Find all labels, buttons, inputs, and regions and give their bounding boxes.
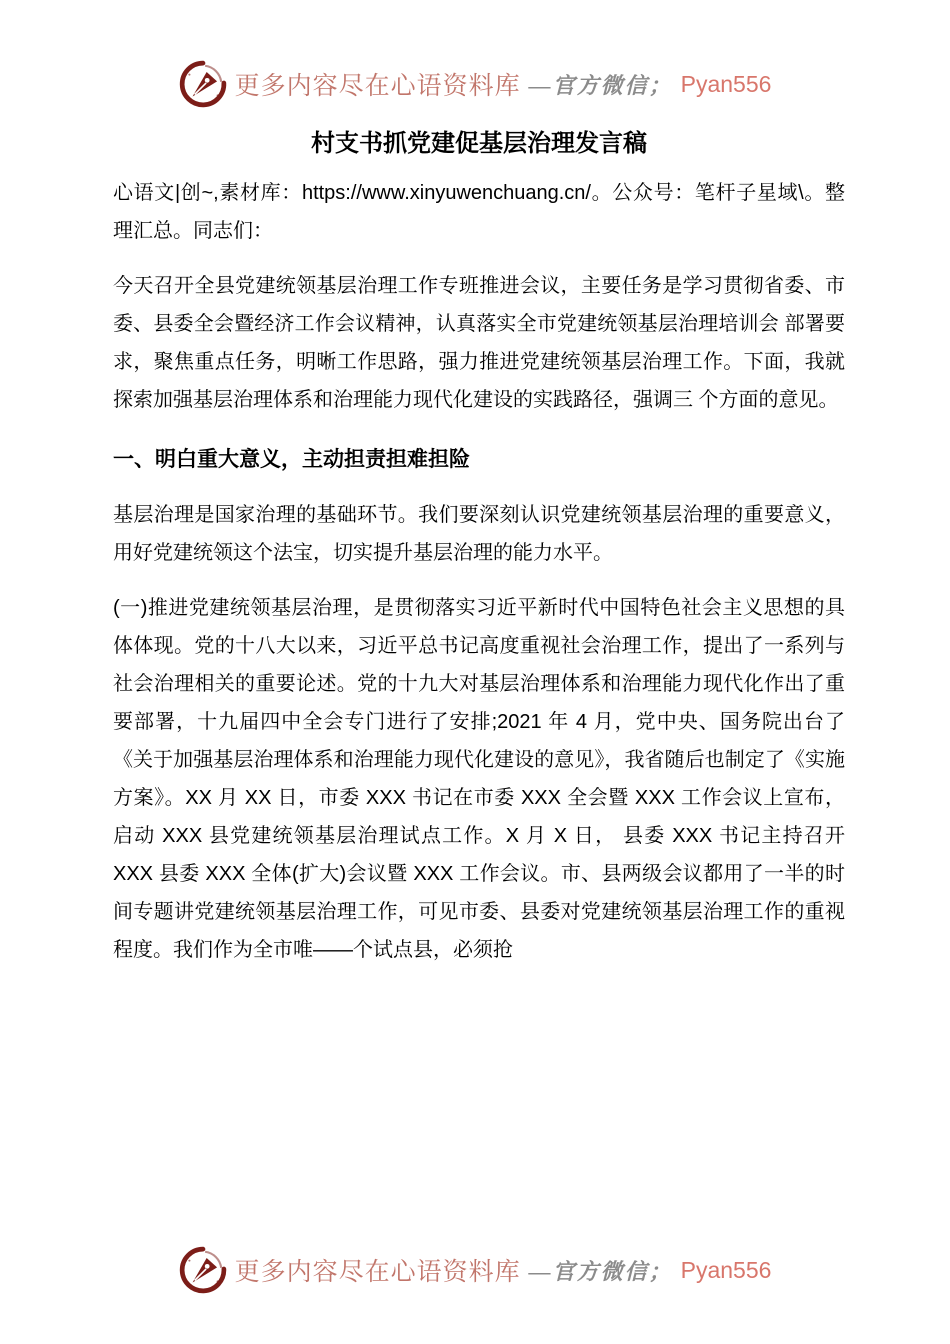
paragraph-section-intro: 基层治理是国家治理的基础环节。我们要深刻认识党建统领基层治理的重要意义，用好党建统领这个法宝，切实提升基层治理的能力水平。 (113, 503, 845, 564)
pen-nib-logo-icon (179, 60, 227, 108)
watermark-wechat-label: —官方微信； (528, 72, 673, 98)
document-body (0, 128, 950, 969)
header-watermark (0, 0, 950, 108)
watermark-brand-text: 更多内容尽在心语资料库 (234, 73, 521, 100)
watermark-wechat-id: Pyan556 (680, 1256, 772, 1283)
watermark-wechat-id: Pyan556 (680, 70, 772, 97)
footer-watermark (0, 1246, 950, 1294)
watermark-brand-text: 更多内容尽在心语资料库 (234, 1259, 521, 1286)
pen-nib-logo-icon (179, 1246, 227, 1294)
watermark-wechat-label: —官方微信； (528, 1258, 673, 1284)
document-title: 村支书抓党建促基层治理发言稿 (311, 130, 647, 157)
paragraph-opening: 今天召开全县党建统领基层治理工作专班推进会议，主要任务是学习贯彻省委、市委、县委全会暨经济工作会议精神，认真落实全市党建统领基层治理培训会 部署要求，聚焦重点任务，明晰工作思路，强力推进党建统领基层治理工作。下面，我就探索加强基层治理体系和治理能力现代化建设的实践路径，强调三 个方面的意见。 (113, 275, 845, 412)
section-one-heading: 一、明白重大意义，主动担责担难担险 (113, 448, 470, 472)
paragraph-source-note: 心语文|创~,素材库：https://www.xinyuwenchuang.cn/。公众号：笔杆子星域\。整理汇总。同志们： (113, 182, 845, 243)
paragraph-section-point-one: (一)推进党建统领基层治理，是贯彻落实习近平新时代中国特色社会主义思想的具体体现。党的十八大以来，习近平总书记高度重视社会治理工作，提出了一系列与社会治理相关的重要论述。党的十九大对基层治理体系和治理能力现代化作出了重要部署，十九届四中全会专门进行了安排;2021 年 4 月，党中央、国务院出台了《关于加强基层治理体系和治理能力现代化建设的意见》，我省随后也制定了《实施方案》。XX 月 XX 日，市委 XXX 书记在市委 XXX 全会暨 XXX 工作会议上宣布，启动 XXX 县党建统领基层治理试点工作。X 月 X 日， 县委 XXX 书记主持召开 XXX 县委 XXX 全体(扩大)会议暨 XXX 工作会议。市、县两级会议都用了一半的时间专题讲党建统领基层治理工作，可见市委、县委对党建统领基层治理工作的重视程度。我们作为全市唯——个试点县，必须抢 (113, 596, 845, 961)
